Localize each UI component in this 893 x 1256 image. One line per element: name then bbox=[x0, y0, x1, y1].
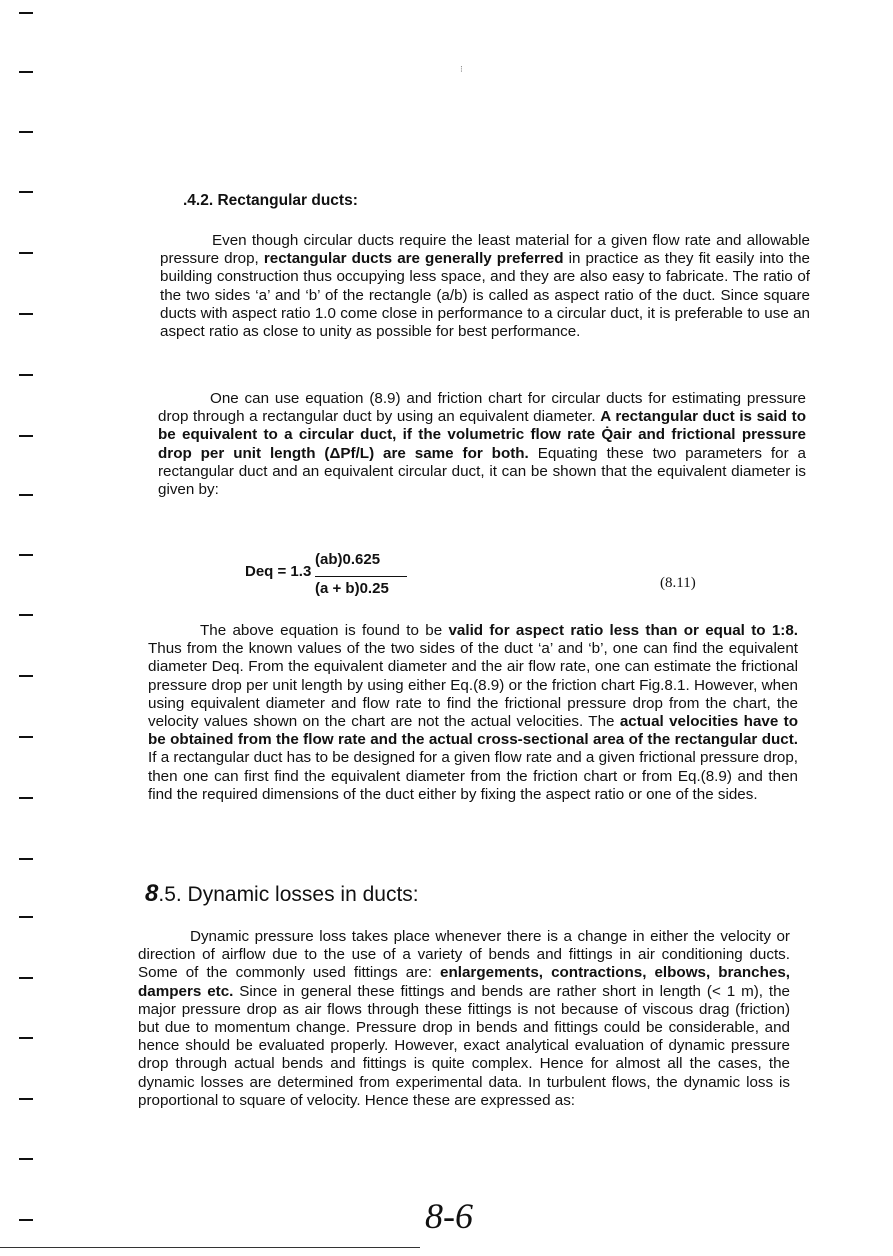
margin-mark bbox=[19, 916, 33, 918]
margin-mark bbox=[19, 435, 33, 437]
paragraph-rectangular-ducts bbox=[160, 232, 810, 341]
para3-bold: valid for aspect ratio less than or equal to 1:8. bbox=[448, 622, 798, 639]
fraction-bar bbox=[315, 576, 407, 577]
section-title bbox=[145, 880, 419, 908]
margin-mark bbox=[19, 736, 33, 738]
paragraph-equivalent-diameter bbox=[158, 390, 806, 499]
binding-margin-marks bbox=[0, 0, 40, 1256]
formula-denominator: (a + b)0.25 bbox=[315, 580, 389, 597]
paragraph-aspect-ratio bbox=[148, 622, 798, 804]
margin-mark bbox=[19, 1219, 33, 1221]
para2-text-cont: Equating these two parameters for a rectangular duct and an equivalent circular duct, it can be shown that the equivalent diameter is given by: bbox=[158, 444, 806, 499]
para1-text-cont: in practice as they fit easily into the building construction thus occupying less space, and they are also easy to fabricate. The ratio of the two sides ‘a’ and ‘b’ of the rectangle (a/b) is called as aspect ratio of the duct. Since square ducts with aspect ratio 1.0 come close in performance to a circular duct, it is preferable to use an aspect ratio as close to unity as possible for best performance. bbox=[160, 250, 810, 341]
margin-mark bbox=[19, 797, 33, 799]
para3-text-cont: Thus from the known values of the two sides of the duct ‘a’ and ‘b’, one can find the equivalent diameter Deq. From the equivalent diameter and the air flow rate, one can estimate the frictional pressure drop per unit length by using either Eq.(8.9) or the friction chart Fig.8.1. However, when using equivalent diameter and flow rate to find the frictional pressure drop from the chart, the velocity values shown on the chart are not the actual velocities. The bbox=[148, 640, 798, 731]
formula-lhs: Deq = 1.3 bbox=[245, 563, 312, 580]
para3-text: The above equation is found to be bbox=[200, 622, 449, 639]
margin-mark bbox=[19, 494, 33, 496]
paragraph-dynamic-losses bbox=[138, 928, 790, 1110]
margin-mark bbox=[19, 554, 33, 556]
subsection-heading: .4.2. Rectangular ducts: bbox=[183, 192, 358, 209]
margin-mark bbox=[19, 1037, 33, 1039]
margin-mark bbox=[19, 374, 33, 376]
margin-mark bbox=[19, 71, 33, 73]
section-number: 8 bbox=[145, 880, 159, 907]
para2-text: One can use equation (8.9) and friction chart for circular ducts for estimating pressure drop through a rectangular duct by using an equivalent diameter. bbox=[158, 390, 806, 426]
para4-bold: enlargements, contractions, elbows, branches, dampers etc. bbox=[138, 964, 790, 1000]
section-title-text: .5. Dynamic losses in ducts: bbox=[158, 883, 419, 906]
equation-number: (8.11) bbox=[660, 575, 696, 591]
margin-mark bbox=[19, 1158, 33, 1160]
margin-mark bbox=[19, 858, 33, 860]
para2-bold: A rectangular duct is said to be equivalent to a circular duct, if the volumetric flow rate Q̇air and frictional pressure drop per unit length (ΔPf/L) are same for both. bbox=[158, 408, 806, 462]
equivalent-diameter-formula bbox=[245, 545, 725, 605]
scan-speck: ⁝ bbox=[460, 64, 463, 74]
margin-mark bbox=[19, 675, 33, 677]
para3-bold-2: actual velocities have to be obtained from the flow rate and the actual cross-sectional area of the rectangular duct. bbox=[148, 713, 798, 749]
margin-mark bbox=[19, 313, 33, 315]
margin-mark bbox=[19, 252, 33, 254]
margin-mark bbox=[19, 614, 33, 616]
margin-mark bbox=[19, 12, 33, 14]
formula-numerator: (ab)0.625 bbox=[315, 551, 381, 568]
para4-text: Dynamic pressure loss takes place whenever there is a change in either the velocity or direction of airflow due to the use of a variety of bends and fittings in air conditioning ducts. Some of the commonly used fittings are: bbox=[138, 928, 790, 982]
para1-text: Even though circular ducts require the least material for a given flow rate and allowable pressure drop, bbox=[160, 232, 810, 268]
margin-mark bbox=[19, 1098, 33, 1100]
para4-text-cont: Since in general these fittings and bends are rather short in length (< 1 m), the major pressure drop as air flows through these fittings is not because of viscous drag (friction) but due to momentum change. Pressure drop in bends and fittings could be considerable, and hence should be evaluated properly. However, exact analytical evaluation of dynamic pressure drop through actual bends and fittings is quite complex. Hence for almost all the cases, the dynamic losses are determined from experimental data. In turbulent flows, the dynamic loss is proportional to square of velocity. Hence these are expressed as: bbox=[138, 982, 791, 1109]
para3-text-end: If a rectangular duct has to be designed for a given flow rate and a given frictional pressure drop, then one can first find the equivalent diameter from the friction chart or from Eq.(8.9) and then find the required dimensions of the duct either by fixing the aspect ratio or one of the sides. bbox=[148, 749, 798, 803]
page-number: 8-6 bbox=[425, 1196, 473, 1236]
margin-mark bbox=[19, 191, 33, 193]
bottom-rule bbox=[0, 1247, 420, 1248]
margin-mark bbox=[19, 977, 33, 979]
para1-bold: rectangular ducts are generally preferred bbox=[263, 250, 564, 268]
margin-mark bbox=[19, 131, 33, 133]
